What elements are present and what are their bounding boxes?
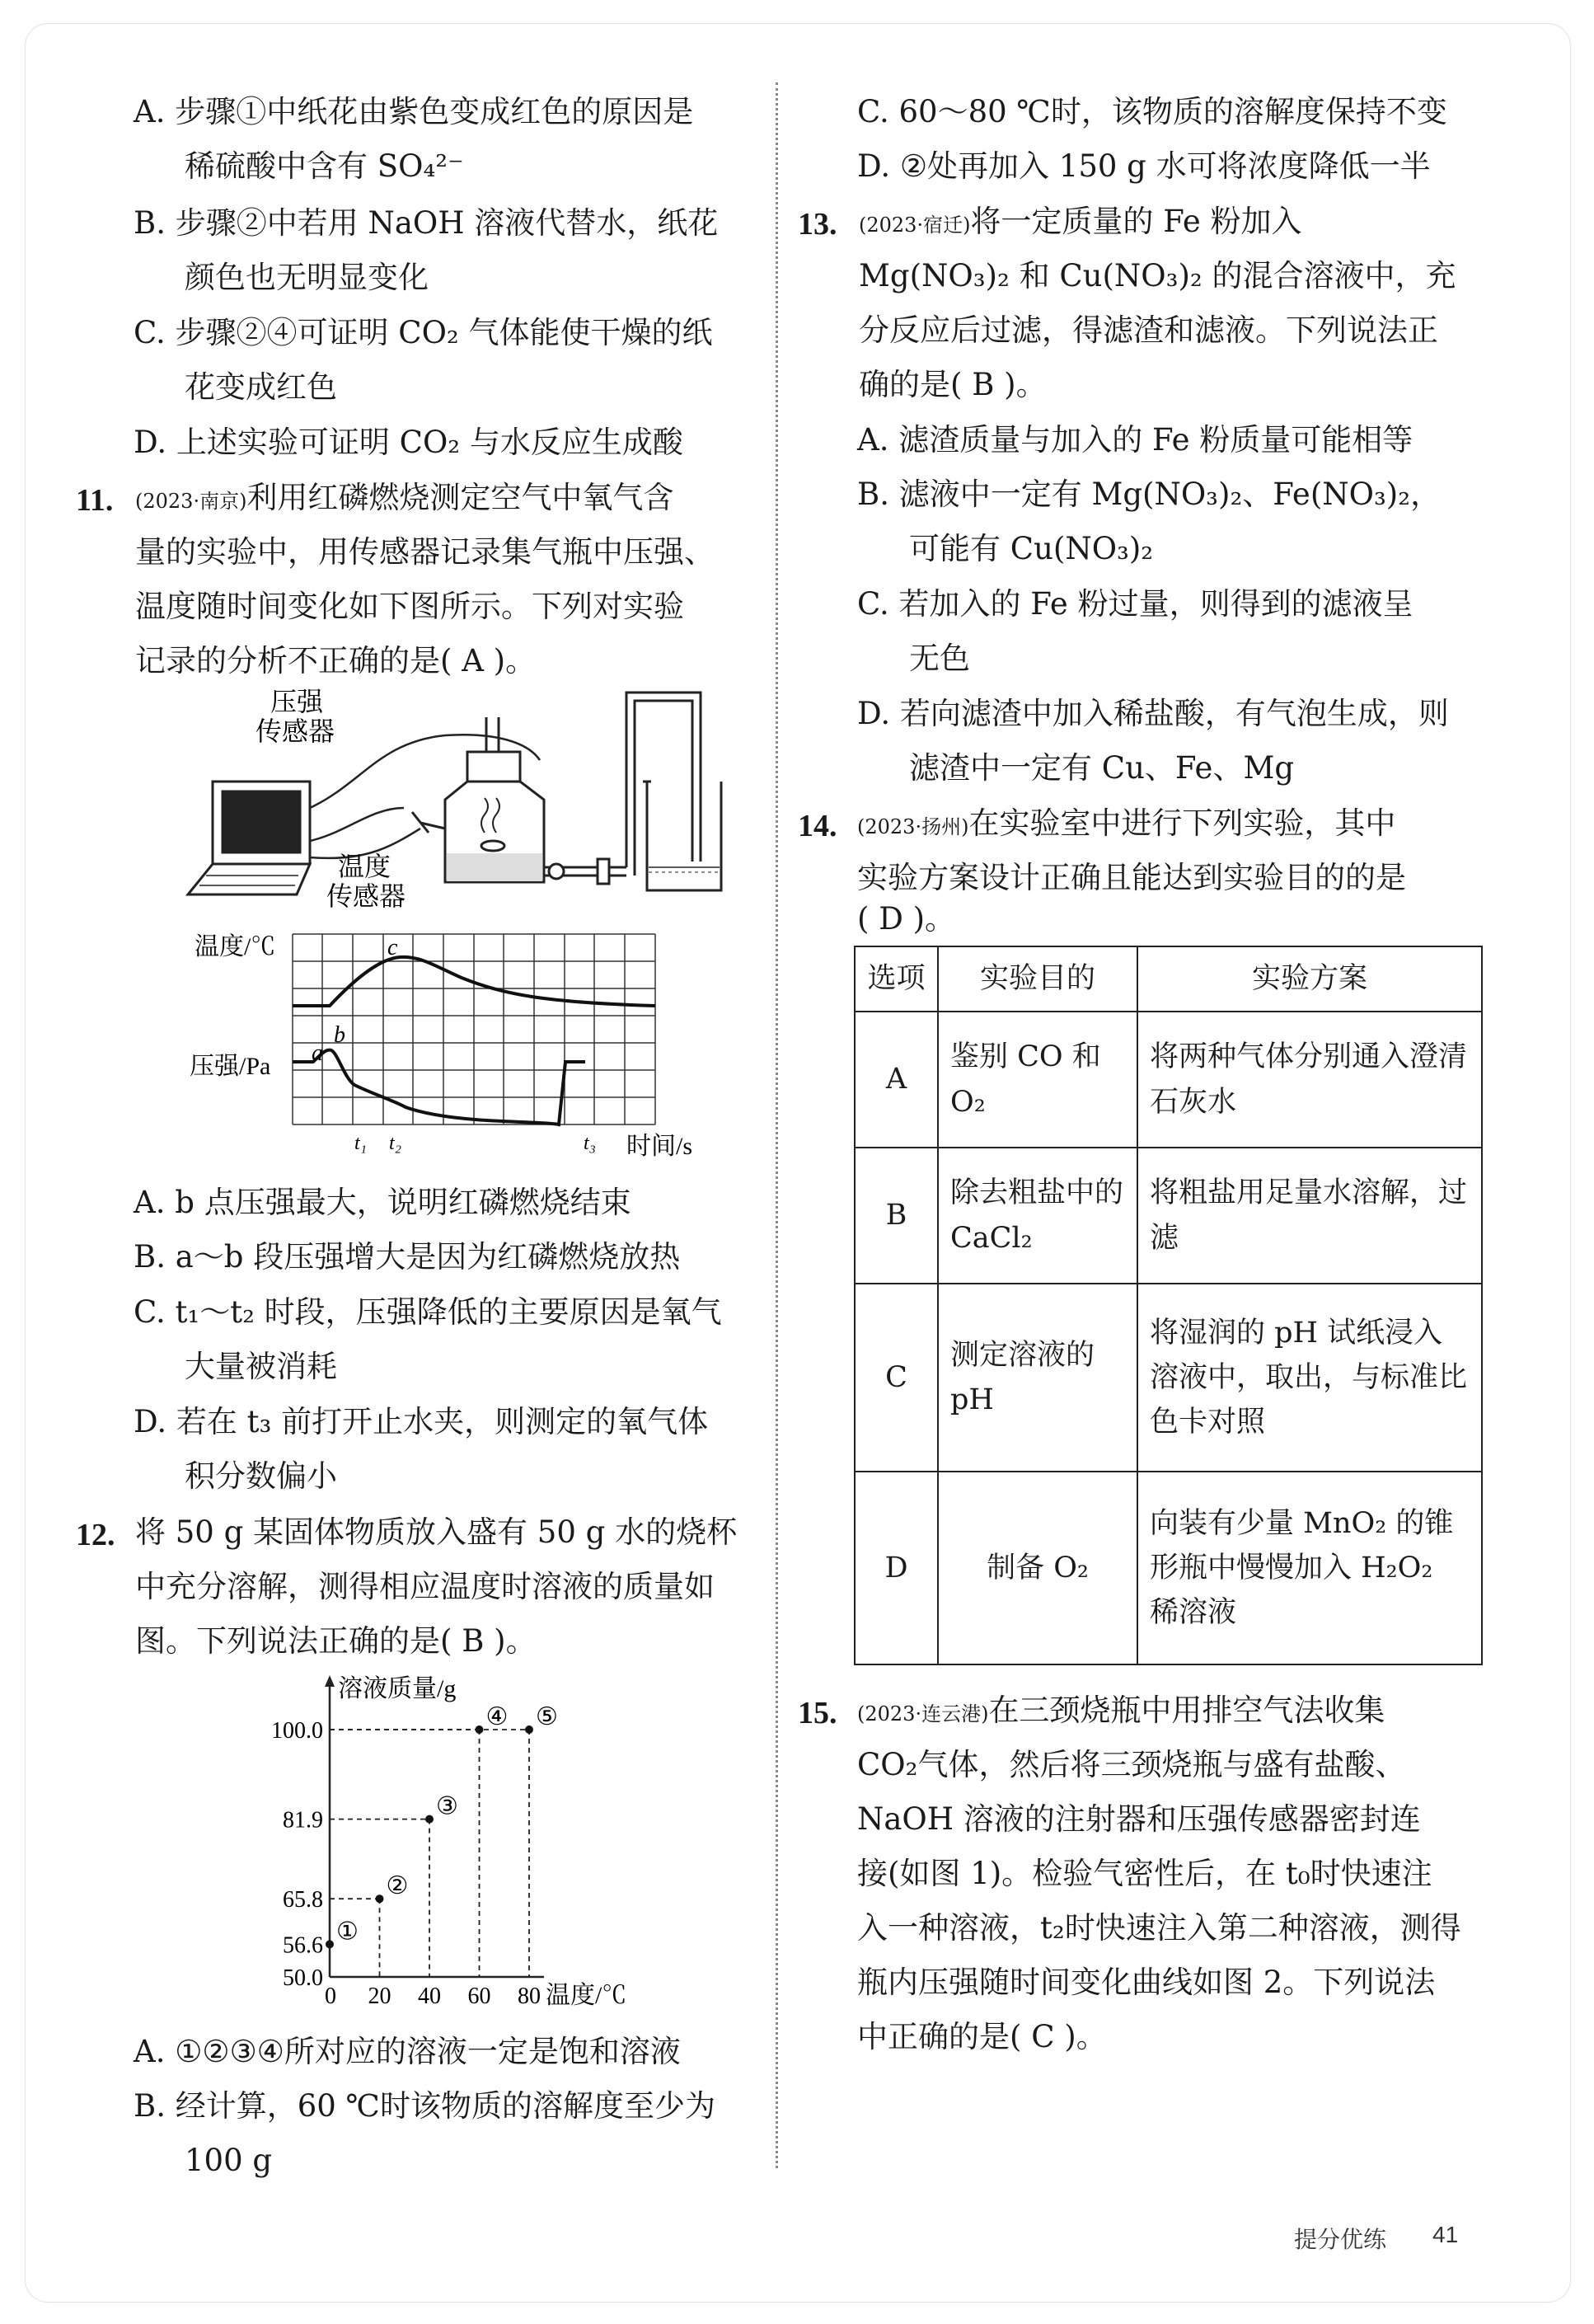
table-cell: 将湿润的 pH 试纸浸入溶液中，取出，与标准比色卡对照: [1137, 1284, 1482, 1472]
q11-option-b: B. a～b 段压强增大是因为红磷燃烧放热: [134, 1239, 681, 1275]
column-divider: [776, 82, 778, 2168]
q11-apparatus-diagram: [173, 684, 734, 923]
q13-option-b-line2: 可能有 Cu(NO₃)₂: [909, 531, 1154, 566]
table-cell: 制备 O₂: [938, 1472, 1137, 1664]
q14-stem-line2: 实验方案设计正确且能达到实验目的的是: [857, 860, 1406, 895]
q14-stem-line3: ( D )。: [857, 901, 956, 937]
q11-sensor-chart: [190, 930, 717, 1169]
table-cell: 鉴别 CO 和 O₂: [938, 1012, 1137, 1148]
point-a: a: [312, 1040, 323, 1066]
data-point: [376, 1894, 384, 1903]
x-tick-label: 60: [467, 1984, 491, 2009]
y-tick-label: 100.0: [271, 1718, 323, 1744]
q11-stem-line4: 记录的分析不正确的是( A )。: [135, 643, 537, 678]
q13-stem-line2: Mg(NO₃)₂ 和 Cu(NO₃)₂ 的混合溶液中，充: [859, 258, 1456, 293]
q13-stem-line3: 分反应后过滤，得滤渣和滤液。下列说法正: [859, 312, 1438, 348]
x-label-time: 时间/s: [626, 1133, 693, 1160]
beaker: [643, 782, 721, 890]
q12-stem-line3: 图。下列说法正确的是( B )。: [135, 1623, 537, 1659]
q12-option-d: D. ②处再加入 150 g 水可将浓度降低一半: [857, 148, 1431, 184]
point-label: ③: [436, 1792, 458, 1820]
q10-option-a-line2: 稀硫酸中含有 SO₄²⁻: [185, 148, 464, 184]
table-cell: 将粗盐用足量水溶解，过滤: [1137, 1148, 1482, 1284]
temp-sensor-label-2: 传感器: [326, 881, 406, 911]
table-header: 实验目的: [938, 946, 1137, 1012]
q12-option-b-line1: B. 经计算，60 ℃时该物质的溶解度至少为: [134, 2088, 715, 2124]
q14-options-table: [854, 946, 1483, 1665]
q11-option-d-line1: D. 若在 t₃ 前打开止水夹，则测定的氧气体: [134, 1404, 709, 1439]
q11-stem-line2: 量的实验中，用传感器记录集气瓶中压强、: [135, 534, 715, 570]
q13-option-b-line1: B. 滤液中一定有 Mg(NO₃)₂、Fe(NO₃)₂，: [857, 477, 1442, 512]
q10-option-b-line2: 颜色也无明显变化: [185, 260, 429, 295]
x-tick-label: 40: [418, 1984, 441, 2009]
q10-option-c-line1: C. 步骤②④可证明 CO₂ 气体能使干燥的纸: [134, 315, 713, 350]
q13-option-c-line1: C. 若加入的 Fe 粉过量，则得到的滤液呈: [857, 586, 1414, 622]
x-tick-label: 20: [368, 1984, 391, 2009]
footer-section: 提分优练: [1294, 2227, 1387, 2252]
tick-t2: t₂: [389, 1133, 402, 1154]
q15-source: (2023·连云港): [857, 1702, 989, 1725]
point-c: c: [387, 935, 398, 960]
table-header-row: [855, 946, 1482, 1012]
q12-option-b-line2: 100 g: [185, 2143, 273, 2178]
q12-option-c: C. 60～80 ℃时，该物质的溶解度保持不变: [857, 94, 1447, 129]
q12-stem-line2: 中充分溶解，测得相应温度时溶液的质量如: [135, 1569, 715, 1604]
table-header: 选项: [855, 946, 938, 1012]
q15-stem-line2: CO₂气体，然后将三颈烧瓶与盛有盐酸、: [857, 1747, 1406, 1782]
laptop: [188, 782, 310, 894]
point-label: ②: [386, 1872, 409, 1900]
y-tick-label: 50.0: [283, 1965, 323, 1991]
y-tick-label: 65.8: [283, 1887, 323, 1913]
table-row: [855, 1472, 1482, 1664]
q11-option-c-line1: C. t₁～t₂ 时段，压强降低的主要原因是氧气: [134, 1294, 722, 1330]
table-row: [855, 1284, 1482, 1472]
y-label-temperature: 温度/℃: [195, 933, 276, 960]
q13-option-a: A. 滤渣质量与加入的 Fe 粉质量可能相等: [857, 422, 1414, 458]
q14-source: (2023·扬州): [857, 815, 969, 838]
q11-option-c-line2: 大量被消耗: [185, 1349, 337, 1384]
q13-stem-line4: 确的是( B )。: [859, 367, 1047, 402]
data-point: [425, 1815, 434, 1824]
q13-option-d-line1: D. 若向滤渣中加入稀盐酸，有气泡生成，则: [857, 696, 1449, 731]
q11-option-a: A. b 点压强最大，说明红磷燃烧结束: [134, 1185, 631, 1220]
pressure-sensor-label-1: 压强: [270, 687, 324, 716]
q13-option-d-line2: 滤渣中一定有 Cu、Fe、Mg: [909, 750, 1295, 786]
y-tick-label: 81.9: [283, 1807, 323, 1833]
table-cell: 将两种气体分别通入澄清石灰水: [1137, 1012, 1482, 1148]
temp-sensor-label-1: 温度: [338, 852, 391, 881]
q15-number: 15.: [798, 1696, 837, 1730]
table-cell: 测定溶液的 pH: [938, 1284, 1137, 1472]
q14-stem-line1: (2023·扬州)在实验室中进行下列实验，其中: [857, 805, 1396, 841]
tick-t1: t₁: [354, 1133, 368, 1154]
q10-option-b-line1: B. 步骤②中若用 NaOH 溶液代替水，纸花: [134, 205, 719, 241]
q13-number: 13.: [798, 207, 837, 242]
data-point: [326, 1940, 334, 1948]
q15-stem-line7: 中正确的是( C )。: [857, 2019, 1107, 2054]
q12-option-a: A. ①②③④所对应的溶液一定是饱和溶液: [134, 2034, 681, 2069]
table-cell: B: [855, 1148, 938, 1284]
q13-option-c-line2: 无色: [909, 641, 970, 676]
q15-stem-line3: NaOH 溶液的注射器和压强传感器密封连: [857, 1801, 1421, 1837]
q11-stem-line3: 温度随时间变化如下图所示。下列对实验: [135, 589, 684, 624]
table-row: [855, 1148, 1482, 1284]
gas-bottle: [412, 717, 544, 882]
q13-source: (2023·宿迁): [859, 214, 971, 237]
q15-stem-line1: (2023·连云港)在三颈烧瓶中用排空气法收集: [857, 1693, 1385, 1728]
q10-option-c-line2: 花变成红色: [185, 369, 337, 405]
q11-source: (2023·南京): [135, 490, 247, 513]
q15-stem-line5: 入一种溶液，t₂时快速注入第二种溶液，测得: [857, 1910, 1461, 1946]
q15-stem-line4: 接(如图 1)。检验气密性后，在 t₀时快速注: [857, 1856, 1432, 1891]
y-tick-label: 56.6: [283, 1932, 323, 1959]
point-b: b: [334, 1022, 345, 1048]
x-tick-label: 80: [518, 1984, 541, 2009]
q10-option-a-line1: A. 步骤①中纸花由紫色变成红色的原因是: [134, 94, 694, 129]
q13-stem-line1: (2023·宿迁)将一定质量的 Fe 粉加入: [859, 204, 1302, 239]
y-label-pressure: 压强/Pa: [190, 1053, 271, 1080]
q15-stem-line6: 瓶内压强随时间变化曲线如图 2。下列说法: [857, 1965, 1436, 2000]
point-label: ⑤: [536, 1703, 558, 1730]
x-tick-label: 0: [325, 1984, 336, 2009]
q11-stem-line1: (2023·南京)利用红磷燃烧测定空气中氧气含: [135, 480, 674, 515]
y-axis-label: 溶液质量/g: [338, 1675, 457, 1702]
q12-number: 12.: [76, 1518, 115, 1552]
pressure-sensor-label-2: 传感器: [256, 716, 335, 746]
point-label: ④: [485, 1703, 509, 1730]
x-axis-label: 温度/℃: [546, 1982, 627, 2009]
q10-option-d: D. 上述实验可证明 CO₂ 与水反应生成酸: [134, 425, 683, 460]
tube-and-clamp: [544, 693, 701, 884]
q11-option-d-line2: 积分数偏小: [185, 1458, 337, 1494]
point-label: ①: [336, 1918, 359, 1946]
table-cell: C: [855, 1284, 938, 1472]
table-cell: 向装有少量 MnO₂ 的锥形瓶中慢慢加入 H₂O₂ 稀溶液: [1137, 1472, 1482, 1664]
table-header: 实验方案: [1137, 946, 1482, 1012]
table-row: [855, 1012, 1482, 1148]
tick-t3: t₃: [584, 1133, 597, 1154]
data-point: [525, 1725, 533, 1734]
q11-number: 11.: [76, 483, 114, 518]
page-number: 41: [1432, 2222, 1459, 2247]
table-cell: D: [855, 1472, 938, 1664]
grid: [293, 934, 655, 1124]
q14-number: 14.: [798, 809, 837, 843]
table-cell: 除去粗盐中的 CaCl₂: [938, 1148, 1137, 1284]
table-cell: A: [855, 1012, 938, 1148]
q12-stem-line1: 将 50 g 某固体物质放入盛有 50 g 水的烧杯: [135, 1514, 738, 1550]
q12-solubility-chart: [239, 1672, 668, 2018]
pressure-curve: [293, 1050, 585, 1124]
